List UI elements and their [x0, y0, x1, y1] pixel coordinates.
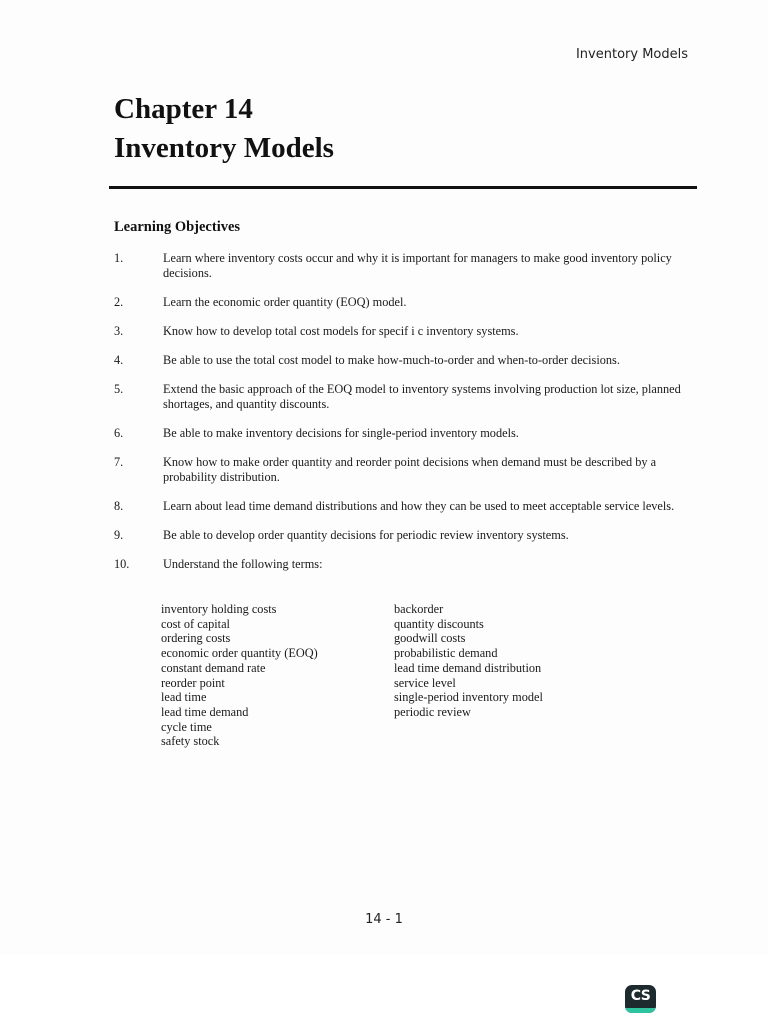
objective-number: 5. — [114, 382, 124, 396]
term-item: ordering costs — [161, 631, 231, 646]
objective-item — [114, 528, 694, 543]
objective-item — [114, 251, 694, 281]
objective-item — [114, 557, 694, 572]
chapter-title — [114, 90, 334, 168]
objective-item — [114, 353, 694, 368]
term-item: cost of capital — [161, 616, 230, 631]
term-item: inventory holding costs — [161, 602, 277, 616]
objective-text: Be able to develop order quantity decisions for periodic review inventory systems. — [163, 528, 569, 542]
term-item: cycle time — [161, 719, 212, 734]
terms-column-right — [394, 602, 594, 749]
term-item: quantity discounts — [394, 616, 484, 631]
objective-item — [114, 382, 694, 412]
objective-text: Be able to make inventory decisions for single-period inventory models. — [163, 426, 519, 440]
objective-text: Learn the economic order quantity (EOQ) model. — [163, 295, 407, 309]
objective-number: 10. — [114, 557, 130, 571]
terms-column-left — [161, 602, 394, 749]
objective-text: Know how to develop total cost models for specif i c inventory systems. — [163, 324, 519, 338]
term-item: lead time demand — [161, 704, 249, 719]
term-item: service level — [394, 675, 456, 690]
term-item: reorder point — [161, 675, 225, 690]
objective-item — [114, 324, 694, 339]
objective-number: 8. — [114, 499, 124, 513]
term-item: periodic review — [394, 704, 471, 719]
terms-list — [161, 602, 594, 749]
objective-text: Know how to make order quantity and reorder point decisions when demand must be described by a probability distribution. — [163, 455, 657, 484]
objective-number: 7. — [114, 455, 124, 469]
learning-objectives-heading: Learning Objectives — [114, 219, 241, 235]
objective-item — [114, 499, 694, 514]
objective-number: 2. — [114, 295, 124, 309]
objective-text: Extend the basic approach of the EOQ model to inventory systems involving production lot size, planned shortages, and quantity discounts. — [163, 382, 681, 411]
term-item: single-period inventory model — [394, 690, 543, 705]
term-item: lead time demand distribution — [394, 660, 542, 675]
objective-text: Be able to use the total cost model to make how-much-to-order and when-to-order decisions. — [163, 353, 620, 367]
logo-text: CS — [630, 988, 651, 1004]
term-item: lead time — [161, 690, 207, 705]
running-head: Inventory Models — [575, 47, 688, 62]
objective-number: 4. — [114, 353, 124, 367]
objective-number: 9. — [114, 528, 124, 542]
term-item: economic order quantity (EOQ) — [161, 646, 318, 661]
objective-number: 1. — [114, 251, 124, 265]
objective-number: 6. — [114, 426, 124, 440]
chapter-name: Inventory Models — [114, 132, 334, 164]
page-number: 14 - 1 — [365, 912, 403, 927]
term-item: probabilistic demand — [394, 646, 498, 661]
term-item: goodwill costs — [394, 631, 466, 646]
objective-text: Learn where inventory costs occur and why it is important for managers to make good inventory policy decisions. — [163, 251, 672, 280]
objective-item — [114, 295, 694, 310]
objective-item — [114, 426, 694, 441]
objective-item — [114, 455, 694, 485]
term-item: constant demand rate — [161, 660, 266, 675]
title-divider — [109, 186, 697, 189]
term-item: safety stock — [161, 734, 220, 749]
learning-objectives-list — [114, 251, 694, 586]
camscanner-logo-icon — [625, 985, 656, 1013]
objective-text: Learn about lead time demand distributions and how they can be used to meet acceptable service levels. — [163, 499, 675, 513]
chapter-number: Chapter 14 — [114, 93, 253, 125]
objective-number: 3. — [114, 324, 124, 338]
logo-accent-bar — [625, 1008, 656, 1013]
objective-text: Understand the following terms: — [163, 557, 323, 571]
term-item: backorder — [394, 602, 444, 616]
